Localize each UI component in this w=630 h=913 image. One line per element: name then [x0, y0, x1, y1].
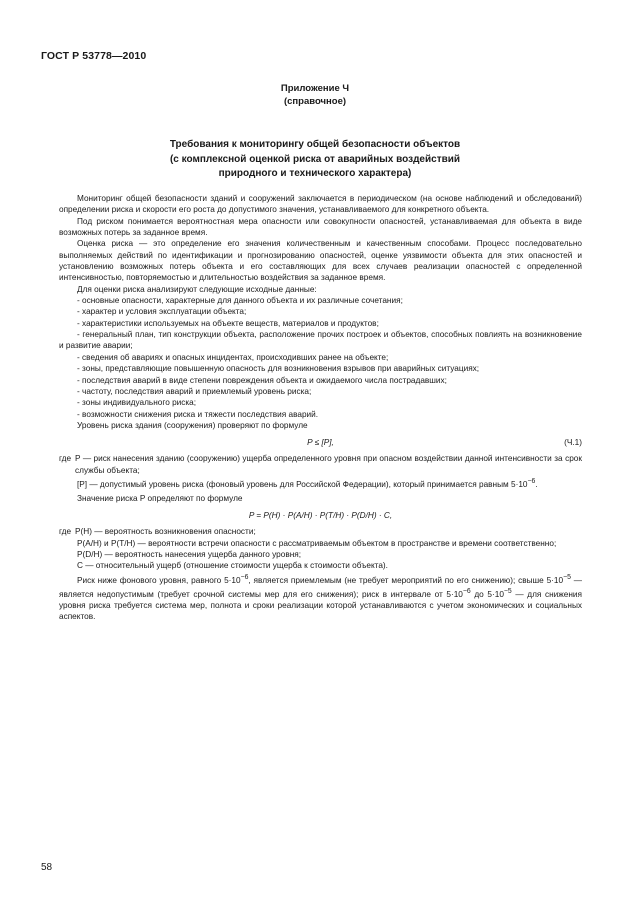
- document-code: ГОСТ Р 53778—2010: [41, 50, 147, 62]
- where-label: где: [59, 527, 72, 537]
- formula-1-intro: Уровень риска здания (сооружения) проверяют по формуле: [77, 420, 308, 430]
- paragraph-risk-assessment: Оценка риска — это определение его значения количественным и качественным способами. Процесс последовательно выполняемых действий по идентификации и прогнозированию опасностей, оценке уязвимости объекта для этих опасностей и установлению возможных потерь объекта и его составляющих для всех случаев реализации опасностей с определенной интенсивностью, повторяемостью и длительностью воздействия за заданное время.: [59, 239, 582, 283]
- appendix-name: Приложение Ч: [280, 83, 350, 94]
- definition-PH: [59, 526, 582, 537]
- definition-PH-text: P(H) — вероятность возникновения опасности;: [75, 527, 256, 537]
- appendix-heading: [0, 82, 630, 108]
- definition-C: C — относительный ущерб (отношение стоимости ущерба к стоимости объекта).: [77, 561, 388, 571]
- list-item: - характеристики используемых на объекте веществ, материалов и продуктов;: [77, 318, 379, 328]
- page-number: 58: [41, 862, 53, 873]
- definition-PDH: P(D/H) — вероятность нанесения ущерба данного уровня;: [77, 550, 302, 560]
- input-data-list: [59, 295, 582, 420]
- list-item: - последствия аварий в виде степени повреждения объекта и ожидаемого числа пострадавших;: [77, 375, 447, 385]
- list-item: - генеральный план, тип конструкции объекта, расположение прочих построек и объектов, способных повлиять на возникновение и развитие аварии;: [59, 330, 582, 351]
- formula-1-expression: P ≤ [P],: [307, 438, 334, 448]
- paragraph-risk-definition: Под риском понимается вероятностная мера опасности или совокупности опасностей, устанавливаемая для объекта в виде возможных потерь за заданное время.: [59, 216, 582, 238]
- list-item: - зоны, представляющие повышенную опасность для возникновения взрывов при аварийных ситуациях;: [77, 364, 480, 374]
- section-title: [0, 138, 630, 182]
- list-item: - зоны индивидуального риска;: [77, 398, 197, 408]
- where-label: где: [59, 454, 72, 464]
- paragraph-monitoring: Мониторинг общей безопасности зданий и сооружений заключается в периодическом (на основе наблюдений и обследований) определении риска и скорости его роста до допустимого значения, устанавливаемого для конкретного объекта.: [59, 194, 582, 215]
- title-line-3: природного и технического характера): [218, 168, 412, 179]
- list-item: - основные опасности, характерные для данного объекта и их различные сочетания;: [77, 296, 403, 306]
- title-line-1: Требования к мониторингу общей безопасности объектов: [169, 139, 461, 150]
- paragraph-input-data: Для оценки риска анализируют следующие исходные данные:: [77, 284, 317, 294]
- list-item: - возможности снижения риска и тяжести последствия аварий.: [77, 409, 319, 419]
- formula-1-number: (Ч.1): [564, 438, 582, 448]
- formula-2-expression: P = P(H) · P(A/H) · P(T/H) · P(D/H) · C,: [248, 511, 393, 521]
- definition-PAH-PTH: P(A/H) и P(T/H) — вероятности встречи опасности с рассматриваемым объектом в пространстве и времени соответственно;: [77, 538, 557, 548]
- paragraph-risk-levels: Риск ниже фонового уровня, равного $5\cdot 10^{-6}$, является приемлемым (не требует мероприятий по его снижению); свыше $5\cdot 10^{-5}$ — является недопустимым (требует срочной системы мер для его снижения); риск в интервале от $5\cdot 10^{-6}$ до $5\cdot 10^{-5}$ — для снижения уровня риска требуется система мер, полнота и сроки реализации которой устанавливаются с учетом экономических и социальных аспектов.: [59, 573, 583, 622]
- list-item: - частоту, последствия аварий и приемлемый уровень риска;: [77, 386, 312, 396]
- formula-2: [59, 510, 582, 523]
- document-body: [59, 193, 582, 623]
- list-item: - характер и условия эксплуатации объекта;: [77, 307, 247, 317]
- definition-P: [59, 453, 582, 476]
- appendix-type: (справочное): [283, 96, 347, 107]
- list-item: - сведения об авариях и опасных инцидентах, происходивших ранее на объекте;: [77, 352, 389, 362]
- formula-2-intro: Значение риска P определяют по формуле: [77, 494, 243, 503]
- definition-P-text: P — риск нанесения зданию (сооружению) ущерба определенного уровня при опасном воздействии данной интенсивности за срок службы объекта;: [75, 454, 582, 475]
- title-line-2: (с комплексной оценкой риска от аварийных воздействий: [169, 153, 461, 165]
- definition-allowable-risk: [P] — допустимый уровень риска (фоновый уровень для Российской Федерации), который принимается равным $5\cdot 10^{-6}$.: [77, 477, 538, 489]
- formula-1: [59, 437, 582, 450]
